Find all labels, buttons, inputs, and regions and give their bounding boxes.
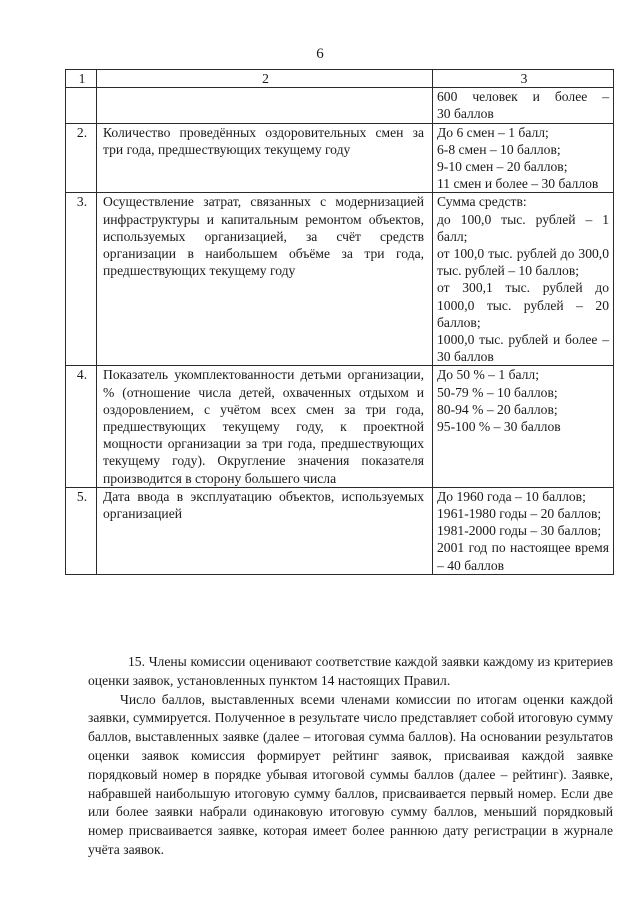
score-line: 1981-2000 годы – 30 баллов; bbox=[437, 523, 602, 539]
criteria-table bbox=[65, 69, 614, 575]
table-row bbox=[66, 193, 614, 366]
score-line: 1961-1980 годы – 20 баллов; bbox=[437, 506, 602, 522]
row-number: 4. bbox=[66, 366, 97, 487]
table-header-row bbox=[66, 70, 614, 88]
score-cell bbox=[433, 487, 614, 574]
page-number: 6 bbox=[316, 46, 324, 62]
score-line: 11 смен и более – 30 баллов bbox=[437, 176, 599, 192]
table-row bbox=[66, 487, 614, 574]
score-line: До 50 % – 1 балл; bbox=[437, 367, 539, 383]
score-line: 600 человек и более – bbox=[437, 89, 609, 105]
row-number: 3. bbox=[66, 193, 97, 366]
column-header-2: 2 bbox=[97, 70, 433, 88]
score-line: 2001 год по настоящее время – 40 баллов bbox=[437, 540, 609, 573]
score-line: Сумма средств: bbox=[437, 194, 527, 210]
score-line: 9-10 смен – 20 баллов; bbox=[437, 159, 568, 175]
score-line: до 100,0 тыс. рублей – 1 балл; bbox=[437, 211, 609, 244]
column-header-3: 3 bbox=[433, 70, 614, 88]
table-row bbox=[66, 366, 614, 487]
column-header-1: 1 bbox=[66, 70, 97, 88]
criterion-cell: Осуществление затрат, связанных с модернизацией инфраструктуры и капитальным ремонтом объектов, используемых организацией, за счёт средств организации в наибольшем объёме за три года, предшествующих текущему году bbox=[97, 193, 433, 366]
score-cell bbox=[433, 366, 614, 487]
paragraph-score-summation: Число баллов, выставленных всеми членами комиссии по итогам оценки каждой заявки, суммируется. Полученное в результате число представляет собой итоговую сумму баллов, выставленных заявке (далее – итоговая сумма баллов). На основании результатов оценки заявок комиссия формирует рейтинг заявок, присваивая каждой заявке порядковый номер в порядке убывая итоговой суммы баллов (далее – рейтинг). Заявке, набравшей наибольшую итоговую сумму баллов, присваивается первый номер. Если две или более заявки набрали одинаковую итоговую сумму баллов, меньший порядковый номер присваивается заявке, которая имеет более раннюю дату регистрации в журнале учёта заявок. bbox=[88, 691, 613, 857]
criterion-cell: Дата ввода в эксплуатацию объектов, используемых организацией bbox=[97, 487, 433, 574]
score-line: 30 баллов bbox=[437, 106, 494, 122]
score-line: 6-8 смен – 10 баллов; bbox=[437, 141, 561, 157]
score-cell bbox=[433, 88, 614, 123]
criterion-cell: Количество проведённых оздоровительных смен за три года, предшествующих текущему году bbox=[97, 123, 433, 193]
score-line: от 300,1 тыс. рублей до 1000,0 тыс. рублей – 20 баллов; bbox=[437, 280, 609, 330]
table-row bbox=[66, 88, 614, 123]
score-line: от 100,0 тыс. рублей до 300,0 тыс. рублей – 10 баллов; bbox=[437, 246, 609, 279]
score-cell bbox=[433, 123, 614, 193]
row-number bbox=[66, 88, 97, 123]
row-number: 2. bbox=[66, 123, 97, 193]
criterion-cell bbox=[97, 88, 433, 123]
score-line: До 6 смен – 1 балл; bbox=[437, 124, 549, 140]
score-line: 1000,0 тыс. рублей и более – 30 баллов bbox=[437, 332, 609, 365]
row-number: 5. bbox=[66, 487, 97, 574]
score-line: До 1960 года – 10 баллов; bbox=[437, 488, 586, 504]
score-line: 95-100 % – 30 баллов bbox=[437, 419, 561, 435]
criterion-cell: Показатель укомплектованности детьми организации, % (отношение числа детей, охваченных отдыхом и оздоровлением, с учётом всех смен за три года, предшествующих текущему году, к проектной мощности организации за три года, предшествующих текущему году). Округление значения показателя производится в сторону большего числа bbox=[97, 366, 433, 487]
body-text bbox=[88, 653, 613, 860]
paragraph-15: 15. Члены комиссии оценивают соответствие каждой заявки каждому из критериев оценки заявок, установленных пунктом 14 настоящих Правил. bbox=[88, 654, 613, 688]
score-cell bbox=[433, 193, 614, 366]
score-line: 80-94 % – 20 баллов; bbox=[437, 401, 558, 417]
score-line: 50-79 % – 10 баллов; bbox=[437, 384, 558, 400]
table-row bbox=[66, 123, 614, 193]
